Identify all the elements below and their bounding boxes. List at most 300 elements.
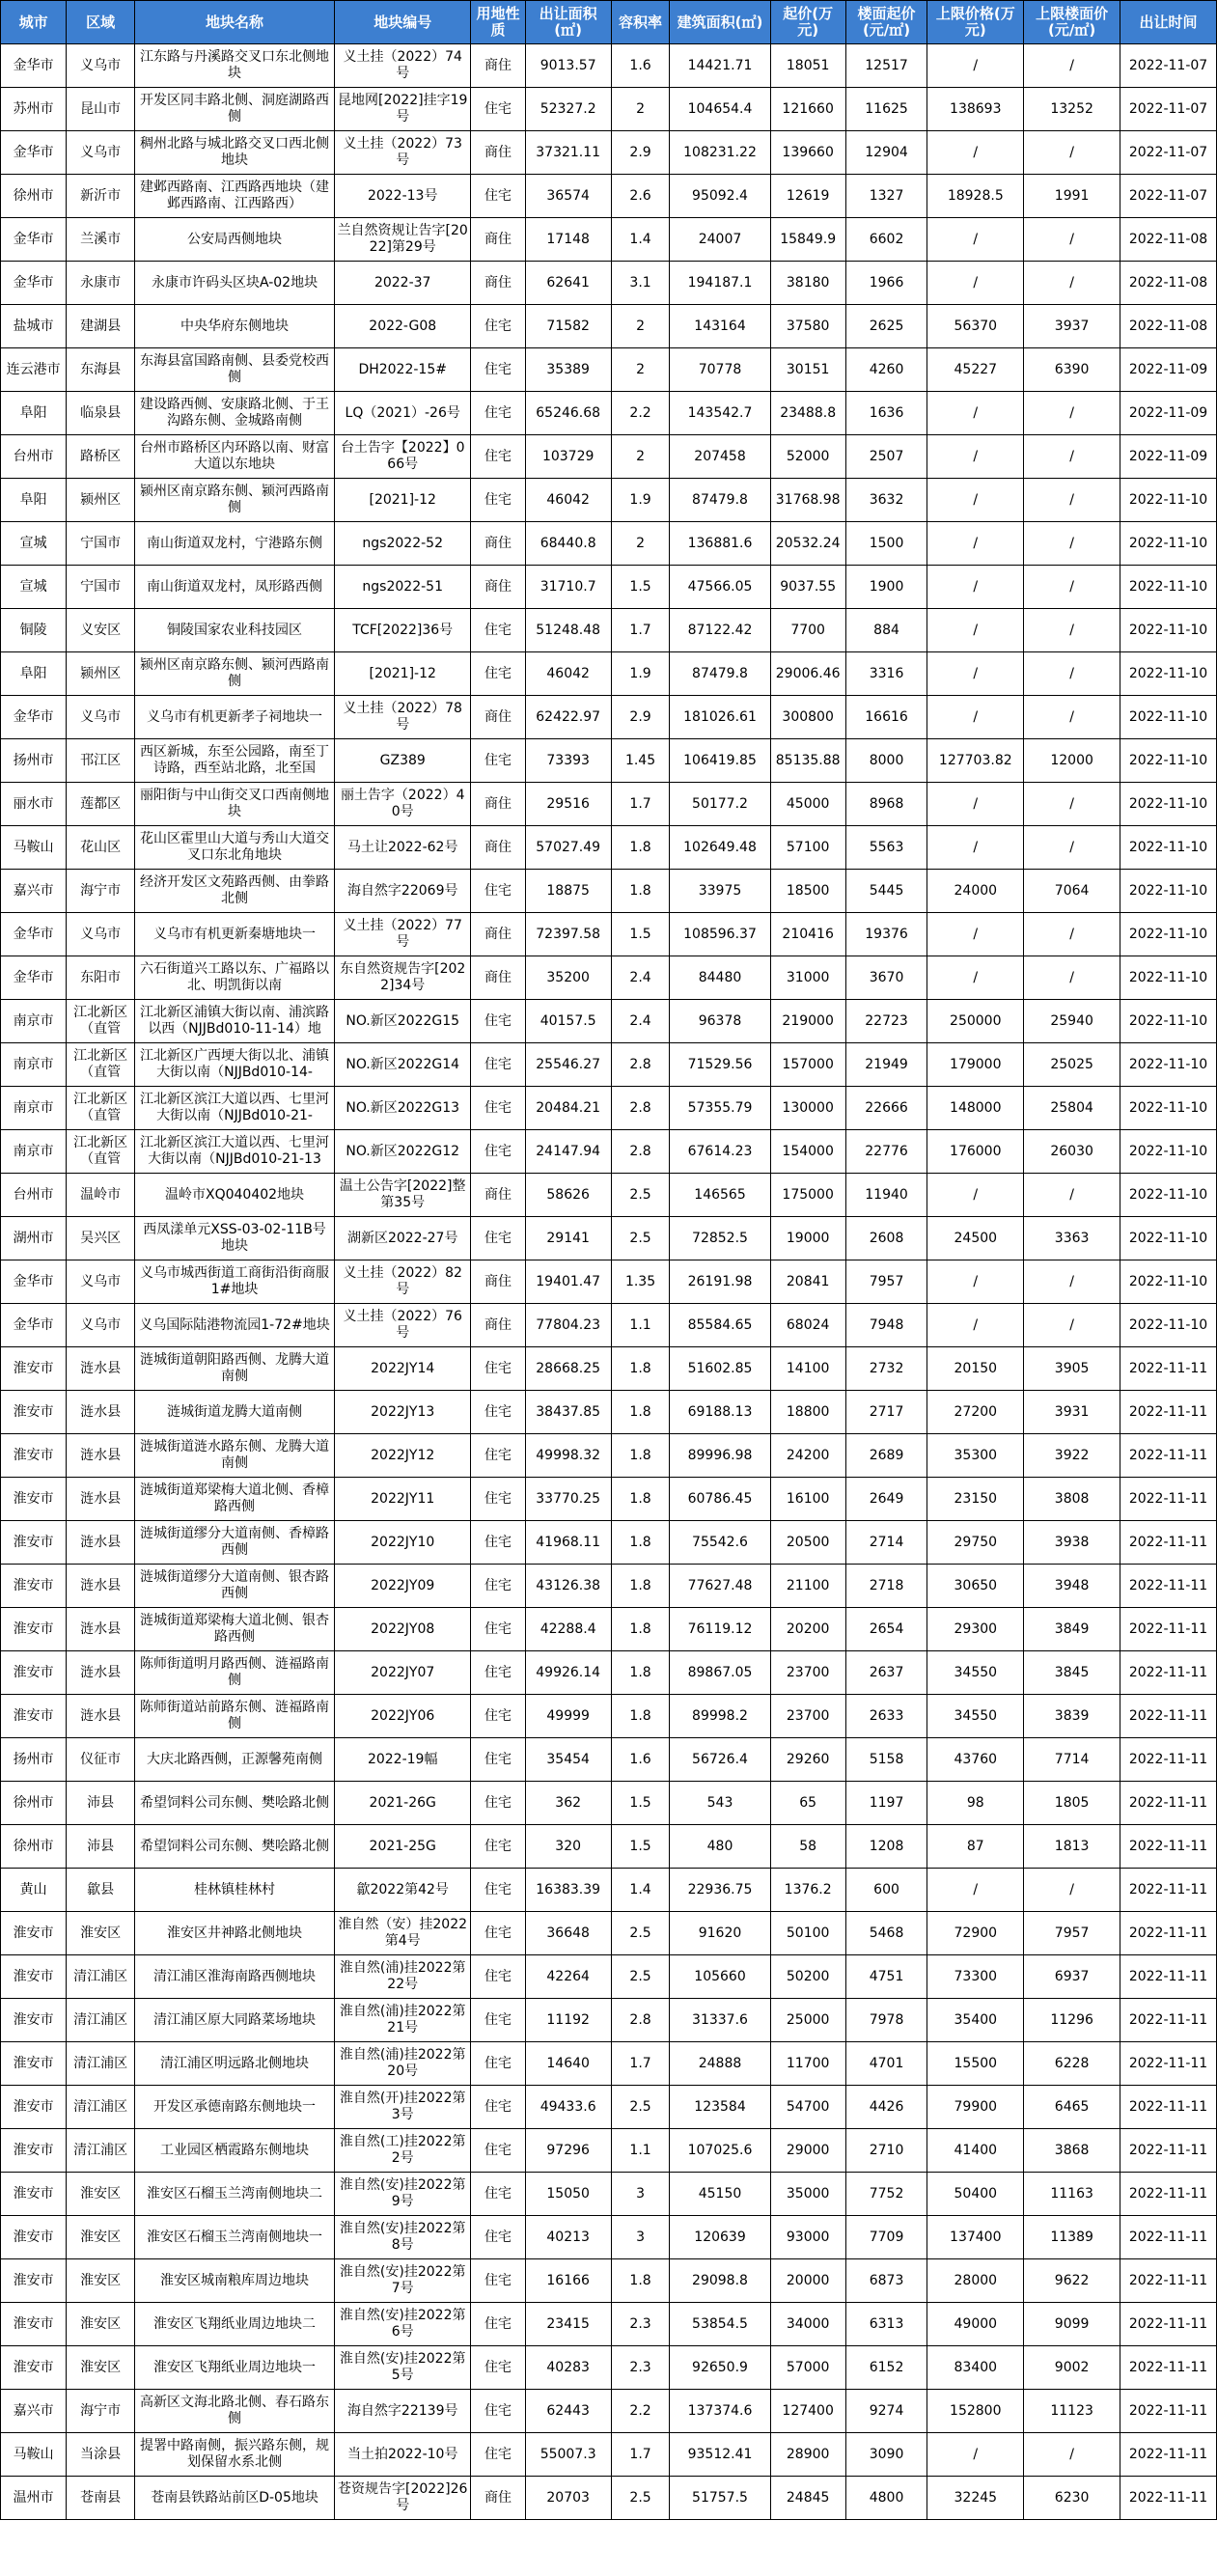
table-cell: 2022-11-11 — [1120, 2216, 1217, 2259]
table-cell: 淮自然(安)挂2022第9号 — [335, 2173, 471, 2216]
table-cell: 26030 — [1024, 1130, 1120, 1174]
table-cell: 淮自然(浦)挂2022第21号 — [335, 1999, 471, 2042]
table-cell: 义乌市 — [67, 1304, 135, 1347]
column-header: 区域 — [67, 1, 135, 44]
table-cell: 2633 — [845, 1695, 927, 1738]
table-cell: 苍南县铁路站前区D-05地块 — [134, 2477, 334, 2520]
table-cell: 淮安市 — [1, 1521, 67, 1565]
table-cell: 207458 — [670, 435, 770, 479]
table-cell: 住宅 — [471, 1130, 525, 1174]
table-cell: 37580 — [770, 305, 845, 348]
table-cell: 住宅 — [471, 1912, 525, 1955]
table-cell: 60786.45 — [670, 1478, 770, 1521]
table-row — [1, 2259, 1217, 2303]
table-cell: 7752 — [845, 2173, 927, 2216]
table-cell: 商住 — [471, 218, 525, 262]
table-cell: / — [927, 783, 1024, 826]
table-cell: 50100 — [770, 1912, 845, 1955]
table-cell: NO.新区2022G13 — [335, 1087, 471, 1130]
table-cell: 18500 — [770, 870, 845, 913]
table-cell: 住宅 — [471, 609, 525, 652]
table-cell: 2637 — [845, 1651, 927, 1695]
table-cell: 157000 — [770, 1043, 845, 1087]
table-cell: / — [927, 262, 1024, 305]
table-cell: 清江浦区 — [67, 2042, 135, 2086]
table-cell: 涟水县 — [67, 1651, 135, 1695]
table-cell: 2.5 — [611, 1174, 670, 1217]
table-cell: 清江浦区原大同路菜场地块 — [134, 1999, 334, 2042]
table-row — [1, 1782, 1217, 1825]
table-cell: 昆地网[2022]挂字19号 — [335, 88, 471, 131]
table-cell: 住宅 — [471, 175, 525, 218]
table-cell: 淮自然(安)挂2022第7号 — [335, 2259, 471, 2303]
table-cell: 29098.8 — [670, 2259, 770, 2303]
table-row — [1, 1087, 1217, 1130]
table-cell: 15500 — [927, 2042, 1024, 2086]
table-cell: 建设路西侧、安康路北侧、于王沟路东侧、金城路南侧 — [134, 392, 334, 435]
table-row — [1, 1043, 1217, 1087]
table-row — [1, 1999, 1217, 2042]
table-cell: 143164 — [670, 305, 770, 348]
table-cell: 2.5 — [611, 1912, 670, 1955]
table-cell: 义乌市 — [67, 44, 135, 88]
table-cell: 南京市 — [1, 1043, 67, 1087]
table-cell: 8968 — [845, 783, 927, 826]
table-cell: 24888 — [670, 2042, 770, 2086]
table-cell: 江北新区（直管 — [67, 1000, 135, 1043]
table-cell: 东阳市 — [67, 956, 135, 1000]
table-cell: 1327 — [845, 175, 927, 218]
table-cell: / — [927, 479, 1024, 522]
table-row — [1, 913, 1217, 956]
table-cell: 住宅 — [471, 2259, 525, 2303]
table-cell: 57000 — [770, 2346, 845, 2390]
table-cell: 2022JY14 — [335, 1347, 471, 1391]
table-cell: 6228 — [1024, 2042, 1120, 2086]
table-cell: 79900 — [927, 2086, 1024, 2129]
table-cell: 2022-11-11 — [1120, 1478, 1217, 1521]
table-cell: 49998.32 — [525, 1434, 611, 1478]
table-cell: / — [927, 44, 1024, 88]
table-cell: 2.9 — [611, 696, 670, 739]
table-cell: 3931 — [1024, 1391, 1120, 1434]
table-cell: 3090 — [845, 2433, 927, 2477]
table-cell: 清江浦区 — [67, 2129, 135, 2173]
table-cell: 商住 — [471, 913, 525, 956]
table-cell: 1.7 — [611, 783, 670, 826]
table-cell: 31710.7 — [525, 566, 611, 609]
table-cell: 22666 — [845, 1087, 927, 1130]
table-row — [1, 1825, 1217, 1869]
table-cell: 住宅 — [471, 1565, 525, 1608]
table-cell: 兰自然资规让告字[2022]第29号 — [335, 218, 471, 262]
table-cell: 25025 — [1024, 1043, 1120, 1087]
table-cell: 商住 — [471, 1260, 525, 1304]
table-cell: 23150 — [927, 1478, 1024, 1521]
table-cell: 兰溪市 — [67, 218, 135, 262]
table-cell: 2022-11-09 — [1120, 435, 1217, 479]
table-cell: 92650.9 — [670, 2346, 770, 2390]
table-cell: 淮安区城南粮库周边地块 — [134, 2259, 334, 2303]
table-cell: 33975 — [670, 870, 770, 913]
table-cell: 沛县 — [67, 1782, 135, 1825]
table-cell: 43760 — [927, 1738, 1024, 1782]
table-cell: 108231.22 — [670, 131, 770, 175]
table-cell: 1376.2 — [770, 1869, 845, 1912]
table-cell: 南山街道双龙村，宁港路东侧 — [134, 522, 334, 566]
table-row — [1, 1347, 1217, 1391]
table-cell: 海宁市 — [67, 2390, 135, 2433]
table-cell: 5468 — [845, 1912, 927, 1955]
table-cell: 1.8 — [611, 2259, 670, 2303]
table-cell: 丽水市 — [1, 783, 67, 826]
table-cell: 3938 — [1024, 1521, 1120, 1565]
table-row — [1, 262, 1217, 305]
table-cell: 淮安区 — [67, 2346, 135, 2390]
table-cell: 1.1 — [611, 2129, 670, 2173]
table-cell: 35200 — [525, 956, 611, 1000]
table-cell: 2022-11-11 — [1120, 2390, 1217, 2433]
table-cell: 87 — [927, 1825, 1024, 1869]
table-cell: 阜阳 — [1, 392, 67, 435]
table-row — [1, 1391, 1217, 1434]
table-cell: 179000 — [927, 1043, 1024, 1087]
table-cell: 住宅 — [471, 2303, 525, 2346]
table-cell: 22776 — [845, 1130, 927, 1174]
table-cell: 30650 — [927, 1565, 1024, 1608]
table-cell: 南京市 — [1, 1087, 67, 1130]
table-cell: / — [927, 826, 1024, 870]
table-cell: 义土挂（2022）74号 — [335, 44, 471, 88]
table-cell: 义乌市 — [67, 696, 135, 739]
table-cell: / — [927, 696, 1024, 739]
table-cell: 西凤漾单元XSS-03-02-11B号地块 — [134, 1217, 334, 1260]
table-cell: / — [1024, 956, 1120, 1000]
table-cell: 永康市 — [67, 262, 135, 305]
table-row — [1, 783, 1217, 826]
table-cell: 苏州市 — [1, 88, 67, 131]
table-cell: 淮安市 — [1, 1651, 67, 1695]
table-row — [1, 1217, 1217, 1260]
table-cell: 1.5 — [611, 1782, 670, 1825]
table-cell: 住宅 — [471, 652, 525, 696]
table-cell: 丽阳街与中山街交叉口西南侧地块 — [134, 783, 334, 826]
table-cell: 42288.4 — [525, 1608, 611, 1651]
table-cell: 住宅 — [471, 2086, 525, 2129]
table-cell: 19401.47 — [525, 1260, 611, 1304]
table-row — [1, 2129, 1217, 2173]
table-cell: 11389 — [1024, 2216, 1120, 2259]
table-cell: 2022-11-07 — [1120, 175, 1217, 218]
table-cell: 金华市 — [1, 696, 67, 739]
table-cell: 29300 — [927, 1608, 1024, 1651]
table-cell: 68440.8 — [525, 522, 611, 566]
table-cell: / — [1024, 262, 1120, 305]
table-row — [1, 1434, 1217, 1478]
table-cell: 884 — [845, 609, 927, 652]
table-cell: 2022-11-11 — [1120, 2173, 1217, 2216]
table-cell: 2.4 — [611, 956, 670, 1000]
table-cell: / — [1024, 913, 1120, 956]
table-cell: / — [1024, 44, 1120, 88]
table-cell: 淮安区飞翔纸业周边地块一 — [134, 2346, 334, 2390]
table-body — [1, 44, 1217, 2520]
table-cell: 14100 — [770, 1347, 845, 1391]
table-cell: / — [927, 392, 1024, 435]
table-cell: 35389 — [525, 348, 611, 392]
table-cell: 涟水县 — [67, 1478, 135, 1521]
table-cell: 涟水县 — [67, 1434, 135, 1478]
table-cell: 17148 — [525, 218, 611, 262]
table-cell: 2.9 — [611, 131, 670, 175]
table-cell: 3632 — [845, 479, 927, 522]
table-cell: 2022-11-11 — [1120, 1999, 1217, 2042]
table-cell: 淮自然(浦)挂2022第22号 — [335, 1955, 471, 1999]
table-cell: 4701 — [845, 2042, 927, 2086]
table-cell: 2022-11-10 — [1120, 652, 1217, 696]
table-cell: 16383.39 — [525, 1869, 611, 1912]
table-cell: 当土拍2022-10号 — [335, 2433, 471, 2477]
table-cell: 淮安市 — [1, 2129, 67, 2173]
table-cell: 7957 — [1024, 1912, 1120, 1955]
table-cell: 住宅 — [471, 1869, 525, 1912]
table-cell: 23700 — [770, 1651, 845, 1695]
table-cell: 7957 — [845, 1260, 927, 1304]
table-cell: 2732 — [845, 1347, 927, 1391]
table-cell: 58 — [770, 1825, 845, 1869]
table-cell: 34550 — [927, 1651, 1024, 1695]
column-header: 上限楼面价(元/㎡) — [1024, 1, 1120, 44]
table-cell: 商住 — [471, 522, 525, 566]
table-cell: 南京市 — [1, 1130, 67, 1174]
table-cell: / — [1024, 1260, 1120, 1304]
table-cell: 歙2022第42号 — [335, 1869, 471, 1912]
table-cell: 2022-11-10 — [1120, 956, 1217, 1000]
table-cell: 11192 — [525, 1999, 611, 2042]
table-cell: 新沂市 — [67, 175, 135, 218]
table-cell: 淮安区 — [67, 1912, 135, 1955]
table-row — [1, 1000, 1217, 1043]
table-cell: 2.8 — [611, 1999, 670, 2042]
table-cell: 3.1 — [611, 262, 670, 305]
table-cell: 38437.85 — [525, 1391, 611, 1434]
table-cell: 2022-11-09 — [1120, 392, 1217, 435]
table-row — [1, 1304, 1217, 1347]
table-cell: 1.8 — [611, 1565, 670, 1608]
table-cell: 温土公告字[2022]整第35号 — [335, 1174, 471, 1217]
table-cell: 2.5 — [611, 1217, 670, 1260]
table-cell: 49000 — [927, 2303, 1024, 2346]
table-cell: 46042 — [525, 479, 611, 522]
table-cell: 71529.56 — [670, 1043, 770, 1087]
table-cell: 65 — [770, 1782, 845, 1825]
table-cell: 84480 — [670, 956, 770, 1000]
table-cell: 路桥区 — [67, 435, 135, 479]
table-cell: 2022-11-10 — [1120, 1260, 1217, 1304]
table-cell: 2022-11-11 — [1120, 1695, 1217, 1738]
table-cell: 35000 — [770, 2173, 845, 2216]
table-cell: 温岭市 — [67, 1174, 135, 1217]
table-cell: 莲都区 — [67, 783, 135, 826]
table-cell: 2022-11-11 — [1120, 2477, 1217, 2520]
table-cell: 2.2 — [611, 2390, 670, 2433]
table-cell: 连云港市 — [1, 348, 67, 392]
table-cell: 18800 — [770, 1391, 845, 1434]
table-cell: 3849 — [1024, 1608, 1120, 1651]
table-cell: 32245 — [927, 2477, 1024, 2520]
table-cell: / — [1024, 696, 1120, 739]
table-cell: 2 — [611, 348, 670, 392]
table-row — [1, 2433, 1217, 2477]
table-cell: 住宅 — [471, 1521, 525, 1565]
table-cell: 52000 — [770, 435, 845, 479]
table-cell: 16100 — [770, 1478, 845, 1521]
table-cell: 当涂县 — [67, 2433, 135, 2477]
column-header: 楼面起价(元/㎡) — [845, 1, 927, 44]
table-cell: 2022-11-10 — [1120, 1130, 1217, 1174]
table-cell: 义土挂（2022）73号 — [335, 131, 471, 175]
table-cell: 义土挂（2022）76号 — [335, 1304, 471, 1347]
table-cell: 淮自然(安)挂2022第6号 — [335, 2303, 471, 2346]
table-cell: 住宅 — [471, 1999, 525, 2042]
table-cell: 72852.5 — [670, 1217, 770, 1260]
table-cell: 金华市 — [1, 44, 67, 88]
table-cell: 淮自然(工)挂2022第2号 — [335, 2129, 471, 2173]
table-cell: 6873 — [845, 2259, 927, 2303]
table-cell: 淮安市 — [1, 2303, 67, 2346]
table-cell: 2.5 — [611, 2477, 670, 2520]
table-cell: 154000 — [770, 1130, 845, 1174]
table-row — [1, 218, 1217, 262]
table-cell: 义乌市城西街道工商街沿街商服1#地块 — [134, 1260, 334, 1304]
table-cell: 1805 — [1024, 1782, 1120, 1825]
table-cell: 2022-11-11 — [1120, 2129, 1217, 2173]
table-cell: 2022-11-07 — [1120, 131, 1217, 175]
table-row — [1, 566, 1217, 609]
table-cell: / — [927, 1260, 1024, 1304]
table-cell: 2.3 — [611, 2346, 670, 2390]
table-cell: 45227 — [927, 348, 1024, 392]
table-cell: 淮安市 — [1, 1999, 67, 2042]
table-cell: 苍资规告字[2022]26号 — [335, 2477, 471, 2520]
table-cell: 41400 — [927, 2129, 1024, 2173]
table-cell: 1.45 — [611, 739, 670, 783]
table-cell: 2022-11-11 — [1120, 1391, 1217, 1434]
table-cell: 2022-11-10 — [1120, 1043, 1217, 1087]
table-cell: 120639 — [670, 2216, 770, 2259]
table-row — [1, 1565, 1217, 1608]
table-cell: 苍南县 — [67, 2477, 135, 2520]
table-cell: 51757.5 — [670, 2477, 770, 2520]
table-cell: [2021]-12 — [335, 652, 471, 696]
table-cell: 2022-11-10 — [1120, 566, 1217, 609]
table-cell: 淮安市 — [1, 1695, 67, 1738]
table-cell: 46042 — [525, 652, 611, 696]
table-cell: 127400 — [770, 2390, 845, 2433]
table-cell: 4426 — [845, 2086, 927, 2129]
table-cell: 15050 — [525, 2173, 611, 2216]
table-cell: 62443 — [525, 2390, 611, 2433]
table-cell: 56370 — [927, 305, 1024, 348]
table-cell: 3 — [611, 2216, 670, 2259]
table-cell: 49433.6 — [525, 2086, 611, 2129]
table-cell: 淮安市 — [1, 1347, 67, 1391]
table-cell: 29750 — [927, 1521, 1024, 1565]
table-cell: 商住 — [471, 566, 525, 609]
table-cell: 商住 — [471, 1174, 525, 1217]
table-cell: 住宅 — [471, 1651, 525, 1695]
table-cell: 8000 — [845, 739, 927, 783]
table-cell: GZ389 — [335, 739, 471, 783]
table-cell: 阜阳 — [1, 479, 67, 522]
table-cell: 5445 — [845, 870, 927, 913]
table-cell: 东海县富国路南侧、县委党校西侧 — [134, 348, 334, 392]
table-cell: 义乌市有机更新秦塘地块一 — [134, 913, 334, 956]
table-cell: 54700 — [770, 2086, 845, 2129]
table-cell: 55007.3 — [525, 2433, 611, 2477]
table-cell: 2022-13号 — [335, 175, 471, 218]
table-cell: 淮安区 — [67, 2303, 135, 2346]
table-cell: ngs2022-52 — [335, 522, 471, 566]
header-row — [1, 1, 1217, 44]
table-cell: 嘉兴市 — [1, 2390, 67, 2433]
table-cell: 51248.48 — [525, 609, 611, 652]
table-cell: 2022JY07 — [335, 1651, 471, 1695]
table-cell: 涟城街道龙腾大道南侧 — [134, 1391, 334, 1434]
table-cell: 1.8 — [611, 1434, 670, 1478]
table-cell: 3937 — [1024, 305, 1120, 348]
table-cell: 2022-G08 — [335, 305, 471, 348]
table-cell: 2022-11-11 — [1120, 1912, 1217, 1955]
table-cell: 16616 — [845, 696, 927, 739]
column-header: 地块编号 — [335, 1, 471, 44]
table-cell: 300800 — [770, 696, 845, 739]
table-cell: 淮自然(安)挂2022第8号 — [335, 2216, 471, 2259]
table-cell: 1.5 — [611, 913, 670, 956]
table-cell: 87479.8 — [670, 652, 770, 696]
table-cell: 70778 — [670, 348, 770, 392]
table-cell: / — [927, 609, 1024, 652]
table-cell: / — [927, 1174, 1024, 1217]
table-cell: / — [927, 1304, 1024, 1347]
table-cell: 1636 — [845, 392, 927, 435]
table-cell: 淮自然(开)挂2022第3号 — [335, 2086, 471, 2129]
table-cell: 2710 — [845, 2129, 927, 2173]
table-cell: 9622 — [1024, 2259, 1120, 2303]
table-cell: 19376 — [845, 913, 927, 956]
table-cell: 1.5 — [611, 566, 670, 609]
table-cell: 陈师街道明月路西侧、涟福路南侧 — [134, 1651, 334, 1695]
table-cell: 2022-11-10 — [1120, 870, 1217, 913]
table-cell: 经济开发区文苑路西侧、由拳路北侧 — [134, 870, 334, 913]
table-cell: / — [927, 435, 1024, 479]
table-cell: 住宅 — [471, 348, 525, 392]
table-row — [1, 479, 1217, 522]
table-cell: 102649.48 — [670, 826, 770, 870]
table-cell: 宁国市 — [67, 522, 135, 566]
table-cell: / — [1024, 1304, 1120, 1347]
table-cell: 25000 — [770, 1999, 845, 2042]
table-cell: 住宅 — [471, 305, 525, 348]
table-cell: 住宅 — [471, 392, 525, 435]
table-cell: 2718 — [845, 1565, 927, 1608]
table-cell: 24500 — [927, 1217, 1024, 1260]
table-cell: 住宅 — [471, 2129, 525, 2173]
table-cell: 2649 — [845, 1478, 927, 1521]
table-cell: 1991 — [1024, 175, 1120, 218]
table-cell: 商住 — [471, 696, 525, 739]
table-cell: TCF[2022]36号 — [335, 609, 471, 652]
